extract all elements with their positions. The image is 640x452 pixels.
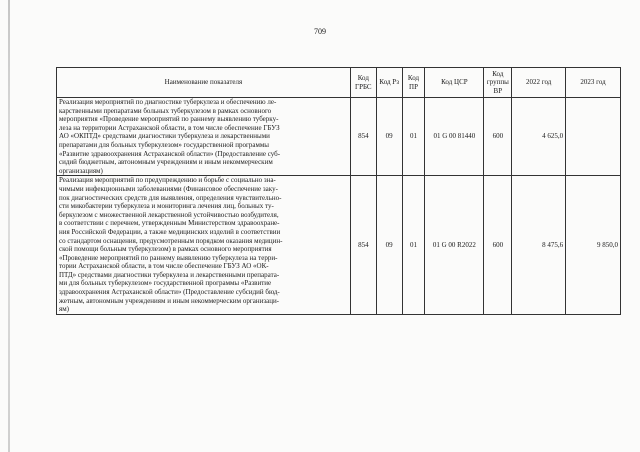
row-name-cell (57, 98, 351, 176)
name-line: «Развитие здравоохранения Астраханской области» (Предоставление суб- (59, 149, 281, 158)
name-line: мероприятия «Проведение мероприятий по раннему выявлению туберку- (59, 115, 279, 124)
scan-edge (8, 0, 10, 452)
header-grbs: Код ГРБС (350, 68, 376, 98)
header-2022: 2022 год (512, 68, 566, 98)
name-line: жетным, автономным учреждениям и иным некоммерческим организаци- (59, 296, 280, 305)
cell-2023 (566, 98, 621, 176)
cell-pr: 01 (402, 176, 425, 315)
name-line: пок диагностических средств для выявления, определения чувствительно- (59, 193, 282, 202)
cell-2023: 9 850,0 (566, 176, 621, 315)
cell-2022: 8 475,6 (512, 176, 566, 315)
cell-csr: 01 G 00 R2022 (425, 176, 484, 315)
name-line: тории Астраханской области, в том числе обеспечение ГБУЗ АО «ОК- (59, 262, 269, 271)
name-line: ми для больных туберкулезом» государственной программы «Развитие (59, 279, 272, 288)
name-line: карственными препаратами больных туберкулезом в рамках основного (59, 106, 272, 115)
cell-pr: 01 (402, 98, 425, 176)
name-line: ПТД» средствами диагностики туберкулеза и лекарственными препарата- (59, 270, 280, 279)
header-vr: Код группы ВР (484, 68, 512, 98)
name-line: ской помощи больным туберкулезом) в рамках основного мероприятия (59, 245, 272, 254)
name-line: Реализация мероприятий по предупреждению и борьбе с социально зна- (59, 176, 276, 185)
header-pr: Код ПР (402, 68, 425, 98)
name-line: Реализация мероприятий по диагностике туберкулеза и обеспечению ле- (59, 98, 277, 106)
cell-grbs: 854 (350, 98, 376, 176)
cell-2022: 4 625,0 (512, 98, 566, 176)
budget-table (56, 67, 621, 315)
cell-rz: 09 (376, 176, 402, 315)
cell-rz: 09 (376, 98, 402, 176)
name-line: в соответствии с перечнем, утвержденным Министерством здравоохране- (59, 219, 280, 228)
name-line: леза на территории Астраханской области, в том числе обеспечение ГБУЗ (59, 123, 280, 132)
name-line: сти микобактерии туберкулеза и мониторинга лечения лиц, больных ту- (59, 202, 274, 211)
name-line: чимыми инфекционными заболеваниями (Финансовое обеспечение заку- (59, 184, 278, 193)
name-line: «Проведение мероприятий по раннему выявлению туберкулеза на терри- (59, 253, 278, 262)
page-number: 709 (314, 27, 326, 36)
table-row (57, 98, 621, 176)
name-line: беркулезом с множественной лекарственной устойчивостью возбудителя, (59, 210, 279, 219)
table-row (57, 176, 621, 315)
name-line: ям) (59, 305, 69, 314)
name-line: здравоохранения Астраханской области» (Предоставление субсидий бюд- (59, 288, 280, 297)
name-line: организациям) (59, 166, 103, 175)
header-2023: 2023 год (566, 68, 621, 98)
name-line: АО «ОКПТД» средствами диагностики туберкулеза и лекарственными (59, 132, 270, 141)
name-line: препаратами для больных туберкулезом» государственной программы (59, 140, 270, 149)
header-csr: Код ЦСР (425, 68, 484, 98)
name-line: сидий бюджетным, автономным учреждениям и иным некоммерческим (59, 158, 273, 167)
header-row (57, 68, 621, 98)
cell-vr: 600 (484, 98, 512, 176)
cell-grbs: 854 (350, 176, 376, 315)
cell-csr: 01 G 00 81440 (425, 98, 484, 176)
name-line: со стандартом оснащения, предусмотренным порядком оказания медицин- (59, 236, 283, 245)
header-name: Наименование показателя (57, 68, 351, 98)
cell-vr: 600 (484, 176, 512, 315)
name-line: ния Российской Федерации, а также медицинских изделий в соответствии (59, 227, 281, 236)
header-rz: Код Рз (376, 68, 402, 98)
row-name-cell (57, 176, 351, 315)
